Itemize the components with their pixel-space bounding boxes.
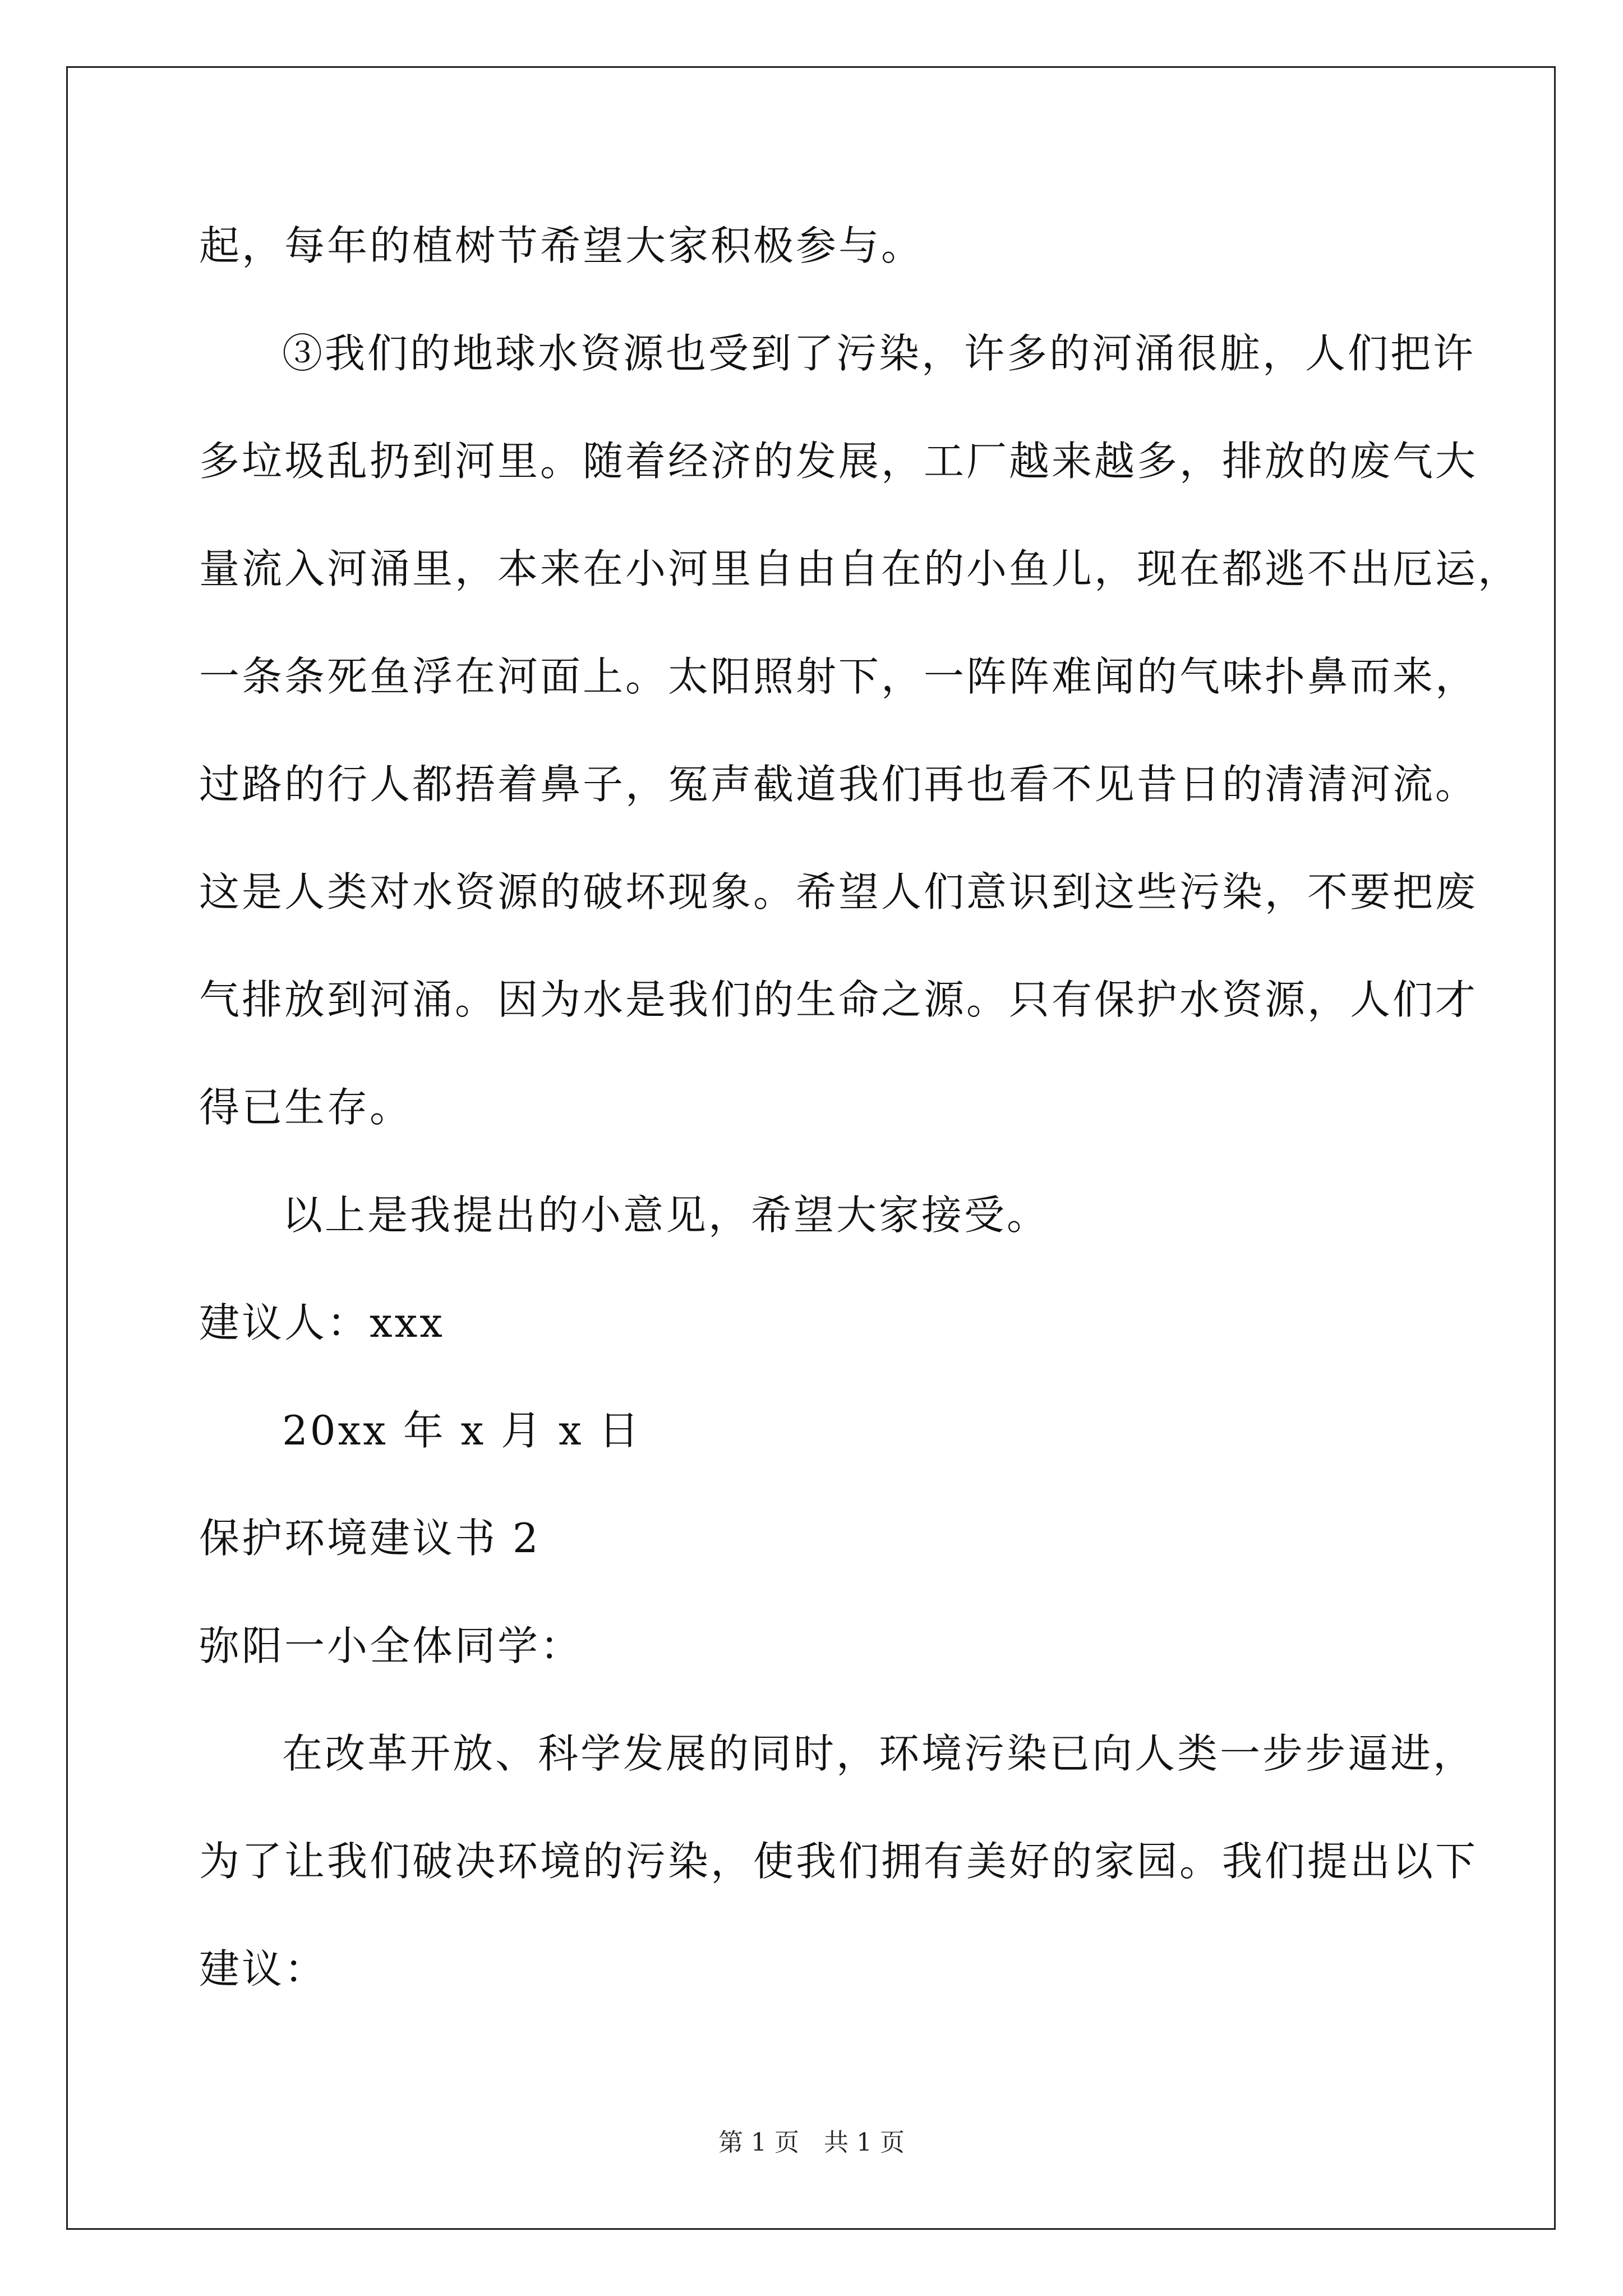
paragraph-line: 以上是我提出的小意见，希望大家接受。 (282, 1191, 1050, 1239)
paragraph-line: 量流入河涌里，本来在小河里自由自在的小鱼儿，现在都逃不出厄运， (199, 545, 1521, 592)
paragraph-line: 一条条死鱼浮在河面上。太阳照射下，一阵阵难闻的气味扑鼻而来， (199, 653, 1478, 700)
paragraph-line: 起，每年的植树节希望大家积极参与。 (199, 222, 924, 269)
salutation-line: 弥阳一小全体同学： (199, 1622, 583, 1669)
paragraph-line: 在改革开放、科学发展的同时，环境污染已向人类一步步逼进， (282, 1730, 1476, 1777)
document-body (199, 219, 1521, 2050)
paragraph-line: 建议： (199, 1945, 328, 1993)
page-footer: 第 1 页 共 1 页 (718, 2128, 905, 2157)
paragraph-line: 得已生存。 (199, 1084, 413, 1131)
paragraph-line: ③我们的地球水资源也受到了污染，许多的河涌很脏，人们把许 (282, 330, 1476, 377)
date-line: 20xx 年 x 月 x 日 (282, 1407, 642, 1454)
paragraph-line: 气排放到河涌。因为水是我们的生命之源。只有保护水资源，人们才 (199, 976, 1478, 1023)
paragraph-line: 过路的行人都捂着鼻子，冤声截道我们再也看不见昔日的清清河流。 (199, 761, 1478, 808)
section-title: 保护环境建议书 2 (199, 1515, 541, 1562)
paragraph-line: 多垃圾乱扔到河里。随着经济的发展，工厂越来越多，排放的废气大 (199, 438, 1478, 485)
signature-line: 建议人：xxx (199, 1299, 445, 1346)
paragraph-line: 为了让我们破决环境的污染，使我们拥有美好的家园。我们提出以下 (199, 1838, 1478, 1885)
paragraph-line: 这是人类对水资源的破坏现象。希望人们意识到这些污染，不要把废 (199, 868, 1478, 915)
